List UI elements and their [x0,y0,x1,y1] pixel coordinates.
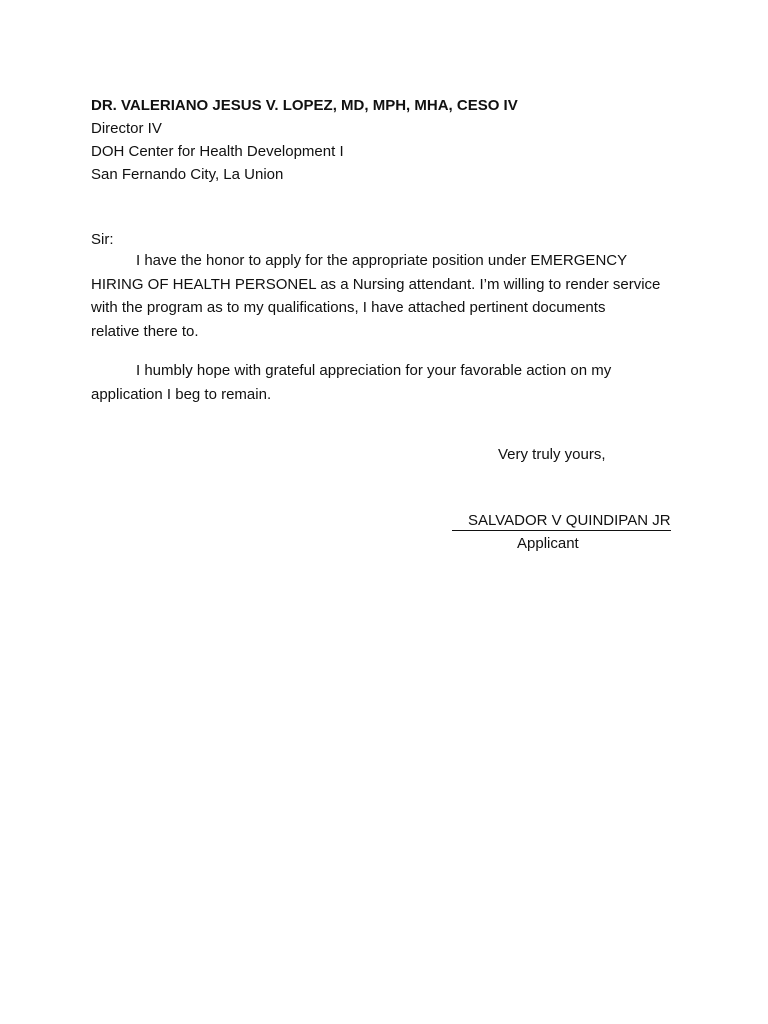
paragraph-line: I humbly hope with grateful appreciation for your favorable action on my [136,362,612,379]
body-paragraph-2 [91,359,671,406]
addressee-name: DR. VALERIANO JESUS V. LOPEZ, MD, MPH, MHA, CESO IV [91,97,518,114]
addressee-block [91,94,691,186]
signature-line [452,510,671,532]
paragraph-line: with the program as to my qualifications, I have attached pertinent documents [91,299,606,316]
paragraph-line: application I beg to remain. [91,385,272,403]
body-paragraph-1 [91,249,671,343]
paragraph-line: HIRING OF HEALTH PERSONEL as a Nursing attendant. I’m willing to render service [91,275,661,293]
signatory-name: SALVADOR V QUINDIPAN JR [452,511,671,531]
addressee-title: Director IV [91,120,162,137]
signatory-role: Applicant [517,535,579,552]
addressee-office: DOH Center for Health Development I [91,143,344,160]
addressee-location: San Fernando City, La Union [91,166,284,183]
closing-phrase: Very truly yours, [498,446,606,463]
paragraph-line: I have the honor to apply for the appropriate position under EMERGENCY [136,252,628,269]
paragraph-line: relative there to. [91,322,199,340]
salutation: Sir: [91,231,114,248]
